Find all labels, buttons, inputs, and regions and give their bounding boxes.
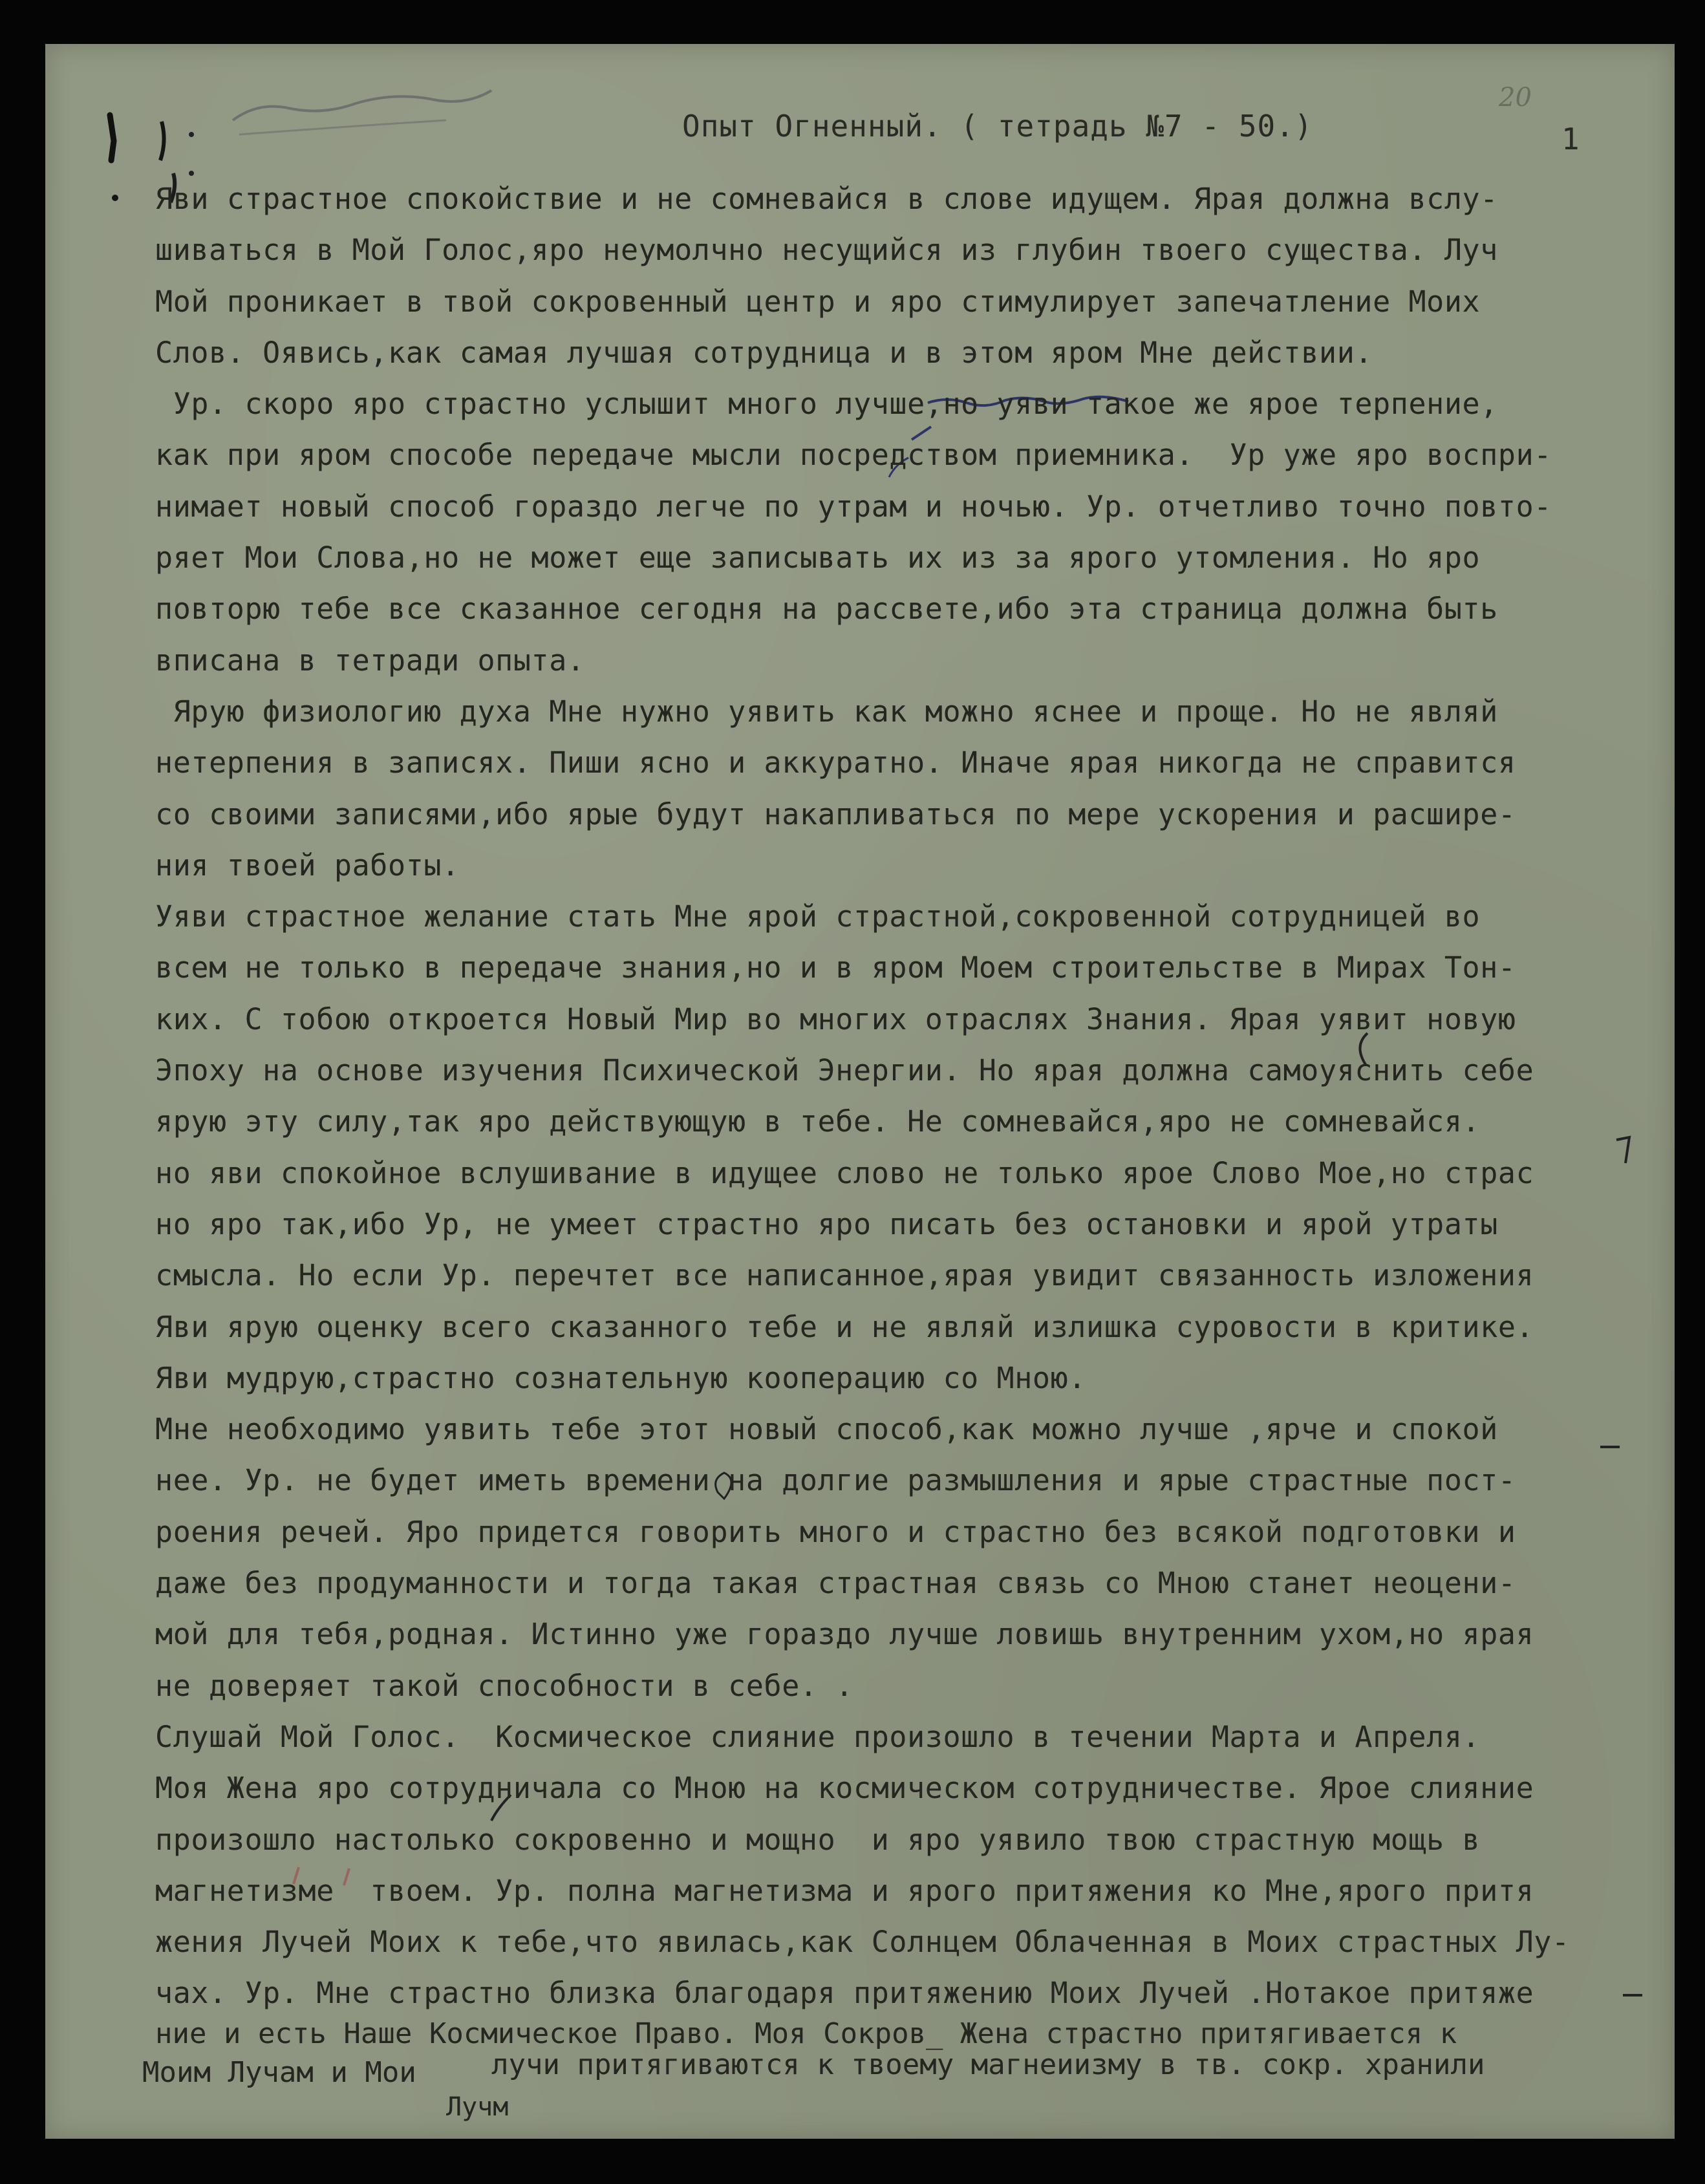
text-line: Слов. Оявись,как самая лучшая сотрудница и в этом яром Мне действии.: [155, 335, 1373, 370]
text-line: даже без продуманности и тогда такая страстная связь со Мною станет неоцени-: [155, 1566, 1516, 1601]
text-line: Мне необходимо уявить тебе этот новый способ,как можно лучше ,ярче и спокой: [155, 1412, 1498, 1447]
text-line: Яви страстное спокойствие и не сомневайся в слове идущем. Ярая должна вслу-: [155, 182, 1498, 216]
text-line: смысла. Но если Ур. перечтет все написанное,ярая увидит связанность изложения: [155, 1258, 1534, 1293]
text-line: не доверяет такой способности в себе. .: [155, 1668, 853, 1703]
text-subscript: Лучм: [446, 2092, 509, 2122]
document-title: Опыт Огненный. ( тетрадь №7 - 50.): [682, 109, 1313, 144]
text-line: ких. С тобою откроется Новый Мир во многих отраслях Знания. Ярая уявит новую: [155, 1001, 1516, 1036]
text-line: нимает новый способ гораздо легче по утрам и ночью. Ур. отчетливо точно повто-: [155, 489, 1552, 524]
text-line: со своими записями,ибо ярые будут накапливаться по мере ускорения и расшире-: [155, 797, 1516, 831]
text-line: жения Лучей Моих к тебе,что явилась,как Солнцем Облаченная в Моих страстных Лу-: [155, 1925, 1570, 1960]
text-line: повторю тебе все сказанное сегодня на рассвете,ибо эта страница должна быть: [155, 592, 1498, 626]
text-line: шиваться в Мой Голос,яро неумолчно несущийся из глубин твоего существа. Луч: [155, 233, 1498, 268]
text-line-tail: ние и есть Наше Космическое Право. Моя Сокров_ Жена страстно притягивается к: [155, 2017, 1457, 2050]
text-line: ряет Мои Слова,но не может еще записывать их из за ярого утомления. Но яро: [155, 541, 1481, 575]
archive-pencil-number: 20: [1499, 83, 1532, 112]
text-line: роения речей. Яро придется говорить много и страстно без всякой подготовки и: [155, 1514, 1516, 1549]
text-line: Мой проникает в твой сокровенный центр и яро стимулирует запечатление Моих: [155, 284, 1481, 319]
typewritten-text: [155, 173, 1662, 2019]
text-line: Яви ярую оценку всего сказанного тебе и не являй излишка суровости в критике.: [155, 1309, 1534, 1344]
text-line: как при яром способе передаче мысли посредством приемника. Ур уже яро воспри-: [155, 438, 1552, 473]
text-line: Слушай Мой Голос. Космическое слияние произошло в течении Марта и Апреля.: [155, 1719, 1481, 1754]
document-page: [45, 44, 1675, 2139]
text-line: Моя Жена яро сотрудничала со Мною на космическом сотрудничестве. Ярое слияние: [155, 1771, 1534, 1806]
text-line-tail-right: лучи притягиваются к твоему магнеиизму в тв. сокр. хранили: [491, 2048, 1485, 2081]
text-line: ния твоей работы.: [155, 848, 460, 883]
text-line: вписана в тетради опыта.: [155, 643, 585, 678]
text-line: но яро так,ибо Ур, не умеет страстно яро писать без остановки и ярой утраты: [155, 1206, 1498, 1241]
page-number: 1: [1561, 122, 1580, 156]
text-line: но яви спокойное вслушивание в идущее слово не только ярое Слово Мое,но страс: [155, 1155, 1534, 1190]
text-line: Эпоху на основе изучения Психической Энергии. Но ярая должна самоуяснить себе: [155, 1053, 1534, 1088]
text-line: чах. Ур. Мне страстно близка благодаря притяжению Моих Лучей .Нотакое притяже: [155, 1976, 1534, 2011]
text-line: магнетизме твоем. Ур. полна магнетизма и ярого притяжения ко Мне,ярого притя: [155, 1873, 1534, 1908]
text-line: Ур. скоро яро страстно услышит много лучше,но уяви такое же ярое терпение,: [155, 387, 1498, 422]
text-line-tail-left: Моим Лучам и Мои: [142, 2056, 416, 2089]
text-line: всем не только в передаче знания,но и в яром Моем строительстве в Мирах Тон-: [155, 950, 1516, 985]
text-line: Ярую физиологию духа Мне нужно уявить как можно яснее и проще. Но не являй: [155, 694, 1498, 729]
text-line: ярую эту силу,так яро действующую в тебе. Не сомневайся,яро не сомневайся.: [155, 1104, 1481, 1139]
text-line: Уяви страстное желание стать Мне ярой страстной,сокровенной сотрудницей во: [155, 899, 1481, 934]
text-line: мой для тебя,родная. Истинно уже гораздо лучше ловишь внутренним ухом,но ярая: [155, 1617, 1534, 1652]
text-line: нетерпения в записях. Пиши ясно и аккуратно. Иначе ярая никогда не справится: [155, 745, 1516, 780]
text-line: нее. Ур. не будет иметь времени на долгие размышления и ярые страстные пост-: [155, 1463, 1516, 1498]
text-line: произошло настолько сокровенно и мощно и яро уявило твою страстную мощь в: [155, 1822, 1481, 1857]
text-line: Яви мудрую,страстно сознательную кооперацию со Мною.: [155, 1360, 1086, 1395]
